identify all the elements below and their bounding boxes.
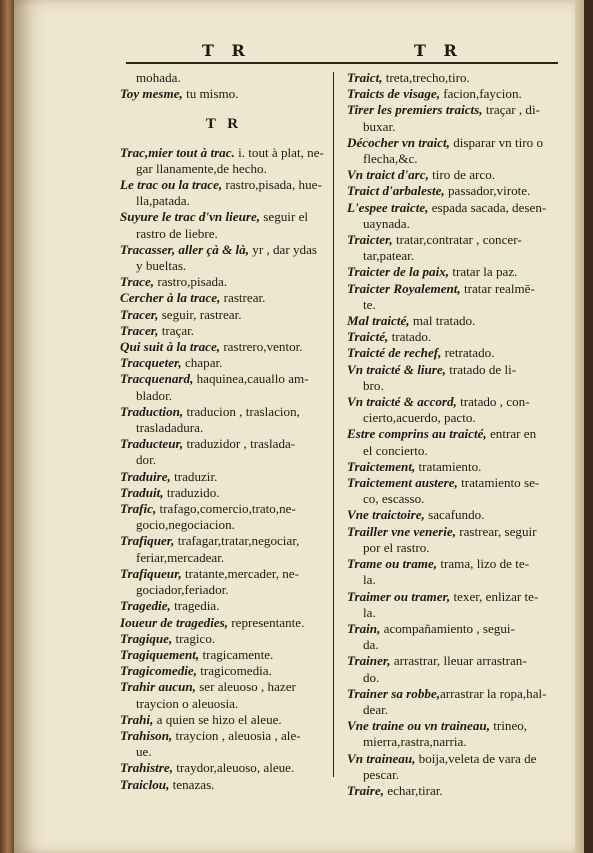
dictionary-entry <box>120 533 328 565</box>
entry-continuation: por el rastro. <box>363 539 430 555</box>
entry-first-line <box>347 718 552 734</box>
entry-headword: Traicté de rechef, <box>347 345 442 361</box>
entry-first-line <box>120 242 328 258</box>
entry-definition: chapar. <box>181 355 223 371</box>
entry-definition: tiro de arco. <box>428 167 496 183</box>
dictionary-entry <box>347 102 552 134</box>
dictionary-entry <box>347 653 552 685</box>
entry-first-line <box>120 274 328 290</box>
entry-first-line <box>120 777 328 793</box>
entry-first-line <box>120 598 328 614</box>
dictionary-entry <box>347 394 552 426</box>
dictionary-entry <box>120 290 328 306</box>
entry-first-line <box>120 86 328 102</box>
running-header-left: T R <box>202 41 251 60</box>
dictionary-entry <box>347 751 552 783</box>
entry-first-line <box>120 566 328 582</box>
entry-definition: tragedia. <box>170 598 220 614</box>
entry-definition: arrastrar la ropa,hal- <box>440 685 547 701</box>
entry-continuation: la. <box>363 572 376 588</box>
entry-definition: facion,faycion. <box>439 86 522 102</box>
entry-first-line <box>347 183 552 199</box>
entry-first-line <box>120 371 328 387</box>
entry-first-line <box>347 524 552 540</box>
entry-definition: traduzir. <box>170 468 218 484</box>
dictionary-entry <box>347 362 552 394</box>
entry-headword: Trafic, <box>120 501 157 517</box>
dictionary-entry <box>347 264 552 280</box>
dictionary-entry <box>347 135 552 167</box>
entry-first-line <box>347 313 552 329</box>
entry-continuation: blador. <box>136 387 173 403</box>
entry-headword: Suyure le trac d'vn lieure, <box>120 209 261 225</box>
entry-definition: haquinea,cauallo am- <box>193 371 309 387</box>
dictionary-entry <box>347 167 552 183</box>
entry-headword: Tracquenard, <box>120 371 194 387</box>
dictionary-entry <box>120 663 328 679</box>
entry-headword: Trace, <box>120 274 155 290</box>
dictionary-entry <box>120 404 328 436</box>
entry-continuation: feriar,mercadear. <box>136 549 225 565</box>
entry-definition: entrar en <box>486 426 537 442</box>
entry-headword: Décocher vn traict, <box>347 134 450 150</box>
entry-first-line <box>347 102 552 118</box>
dictionary-entry <box>347 507 552 523</box>
entry-headword: Qui suit à la trace, <box>120 339 221 355</box>
entry-first-line <box>120 631 328 647</box>
entry-first-line <box>120 404 328 420</box>
entry-definition: espada sacada, desen- <box>428 199 547 215</box>
entry-first-line <box>120 469 328 485</box>
entry-headword: Traducteur, <box>120 436 184 452</box>
entry-headword: Trainer, <box>347 653 391 669</box>
entry-continuation: buxar. <box>363 118 396 134</box>
entry-first-line <box>347 621 552 637</box>
entry-first-line <box>347 281 552 297</box>
entry-first-line <box>120 663 328 679</box>
entry-first-line <box>120 307 328 323</box>
entry-definition: tragicomedia. <box>196 663 272 679</box>
entry-first-line <box>347 556 552 572</box>
dictionary-entry <box>347 426 552 458</box>
entry-continuation: el concierto. <box>363 442 428 458</box>
entry-headword: Traduire, <box>120 468 171 484</box>
entry-definition: trafago,comercio,trato,ne- <box>156 501 296 517</box>
entry-definition: traycion , aleuosia , ale- <box>172 727 301 743</box>
entry-continuation: dor. <box>136 452 157 468</box>
entry-definition: traydor,aleuoso, aleue. <box>173 760 295 776</box>
entry-headword: Vn traineau, <box>347 750 416 766</box>
entry-first-line <box>347 653 552 669</box>
entry-headword: Trahison, <box>120 727 173 743</box>
dictionary-entry <box>120 242 328 274</box>
entry-first-line <box>347 329 552 345</box>
entry-definition: tenazas. <box>169 776 215 792</box>
entry-definition: passador,virote. <box>444 183 531 199</box>
dictionary-entry <box>347 475 552 507</box>
dictionary-entry <box>347 313 552 329</box>
entry-headword: Traicts de visage, <box>347 86 440 102</box>
entry-headword: Traict, <box>347 70 383 85</box>
entry-first-line <box>347 507 552 523</box>
dictionary-entry <box>120 712 328 728</box>
dictionary-entry <box>347 589 552 621</box>
entry-definition: tragicamente. <box>199 646 274 662</box>
dictionary-entry <box>347 524 552 556</box>
dictionary-entry <box>120 501 328 533</box>
entry-definition: tratar realmē- <box>460 280 535 296</box>
entry-first-line <box>347 345 552 361</box>
entry-first-line <box>120 209 328 225</box>
entry-headword: Vne traine ou vn traineau, <box>347 718 490 734</box>
entry-headword: Vn traicté & liure, <box>347 361 446 377</box>
entry-continuation: flecha,&c. <box>363 151 418 167</box>
entry-continuation: mierra,rastra,narria. <box>363 734 467 750</box>
entry-headword: Mal traicté, <box>347 313 410 329</box>
entry-first-line <box>347 751 552 767</box>
entry-headword: Traire, <box>347 782 384 798</box>
dictionary-entry <box>120 371 328 403</box>
entry-headword: Le trac ou la trace, <box>120 177 223 193</box>
entry-definition: a quien se hizo el aleue. <box>153 711 282 727</box>
entry-first-line <box>120 436 328 452</box>
entry-headword: Tracer, <box>120 306 159 322</box>
entry-first-line <box>120 70 328 86</box>
entry-continuation: pescar. <box>363 766 399 782</box>
entry-first-line <box>120 533 328 549</box>
entry-continuation: gar llanamente,de hecho. <box>136 160 267 176</box>
entry-headword: Trame ou trame, <box>347 556 438 572</box>
dictionary-entry <box>120 598 328 614</box>
entry-headword: Trafiqueur, <box>120 565 182 581</box>
entry-definition: texer, enlizar te- <box>450 588 539 604</box>
entry-definition: trama, lizo de te- <box>437 556 530 572</box>
entry-definition: mohada. <box>136 70 181 85</box>
entry-headword: Traicter Royalement, <box>347 280 461 296</box>
entry-headword: Traduction, <box>120 403 184 419</box>
entry-first-line <box>347 362 552 378</box>
entry-headword: Train, <box>347 620 381 636</box>
entry-headword: Tragicomedie, <box>120 663 197 679</box>
header-rule <box>126 62 558 64</box>
entry-first-line <box>120 615 328 631</box>
dictionary-entry <box>347 459 552 475</box>
entry-continuation: co, escasso. <box>363 491 425 507</box>
entry-definition: tratamiento se- <box>457 475 540 491</box>
entry-headword: Trailler vne venerie, <box>347 523 456 539</box>
right-column <box>347 70 552 799</box>
entry-first-line <box>120 647 328 663</box>
entry-headword: Traicter de la paix, <box>347 264 450 280</box>
entry-definition: traduzido. <box>163 484 220 500</box>
entry-definition: treta,trecho,tiro. <box>382 70 470 85</box>
dictionary-entry <box>120 355 328 371</box>
dictionary-entry <box>347 70 552 86</box>
entry-headword: Tracqueter, <box>120 355 182 371</box>
entry-first-line <box>120 728 328 744</box>
entry-continuation: rastro de liebre. <box>136 225 218 241</box>
dictionary-entry <box>120 70 328 86</box>
entry-headword: Trahi, <box>120 711 154 727</box>
entry-first-line <box>347 167 552 183</box>
entry-headword: Ioueur de tragedies, <box>120 614 229 630</box>
entry-headword: Tragiquement, <box>120 646 200 662</box>
entry-headword: Traimer ou tramer, <box>347 588 451 604</box>
entry-continuation: bro. <box>363 377 384 393</box>
entry-continuation: te. <box>363 296 376 312</box>
entry-headword: Vn traicté & accord, <box>347 394 457 410</box>
entry-continuation: da. <box>363 637 379 653</box>
entry-definition: retratado. <box>441 345 495 361</box>
dictionary-entry <box>120 679 328 711</box>
entry-definition: tratado. <box>388 329 432 345</box>
entry-definition: tratado , con- <box>456 394 530 410</box>
entry-definition: rastro,pisada. <box>154 274 228 290</box>
entry-definition: i. tout à plat, ne- <box>234 144 324 160</box>
entry-first-line <box>347 589 552 605</box>
entry-continuation: gociador,feriador. <box>136 582 229 598</box>
column-divider <box>333 72 334 777</box>
entry-continuation: lla,patada. <box>136 193 190 209</box>
entry-first-line <box>347 232 552 248</box>
entry-headword: Trainer sa robbe, <box>347 685 440 701</box>
dictionary-entry <box>120 274 328 290</box>
dictionary-entry <box>120 469 328 485</box>
dictionary-entry <box>347 232 552 264</box>
entry-headword: Vne traictoire, <box>347 507 425 523</box>
entry-definition: tratar la paz. <box>449 264 518 280</box>
entry-definition: boija,veleta de vara de <box>415 750 537 766</box>
entry-headword: Traicté, <box>347 329 389 345</box>
dictionary-entry <box>120 631 328 647</box>
dictionary-entry <box>347 686 552 718</box>
entry-definition: rastrero,ventor. <box>220 339 303 355</box>
entry-definition: rastrear. <box>220 290 266 306</box>
entry-definition: representante. <box>228 614 305 630</box>
entry-definition: tratante,mercader, ne- <box>181 565 299 581</box>
entry-definition: disparar vn tiro o <box>449 134 544 150</box>
entry-headword: Traictement austere, <box>347 475 458 491</box>
entry-definition: arrastrar, lleuar arrastran- <box>390 653 527 669</box>
entry-first-line <box>120 712 328 728</box>
entry-definition: yr , dar ydas <box>249 241 317 257</box>
dictionary-entry <box>120 566 328 598</box>
entry-continuation: gocio,negociacion. <box>136 517 235 533</box>
entry-first-line <box>120 177 328 193</box>
entry-headword: Tragedie, <box>120 598 171 614</box>
entry-first-line <box>120 679 328 695</box>
entry-definition: tu mismo. <box>182 86 239 102</box>
entry-definition: seguir el <box>260 209 309 225</box>
entry-definition: tratar,contratar , concer- <box>392 232 522 248</box>
entry-definition: trafagar,tratar,negociar, <box>174 533 300 549</box>
dictionary-entry <box>120 177 328 209</box>
entry-definition: echar,tirar. <box>383 782 443 798</box>
book-page <box>14 0 584 853</box>
entry-headword: Traiclou, <box>120 776 170 792</box>
entry-continuation: uaynada. <box>363 215 410 231</box>
page-edge <box>575 0 584 853</box>
entry-definition: acompañamiento , segui- <box>380 620 515 636</box>
dictionary-entry <box>347 718 552 750</box>
entry-first-line <box>120 355 328 371</box>
entry-continuation: cierto,acuerdo, pacto. <box>363 410 476 426</box>
entry-definition: tratamiento. <box>415 458 482 474</box>
entry-first-line <box>347 426 552 442</box>
entry-definition: traçar. <box>158 322 195 338</box>
entry-first-line <box>120 485 328 501</box>
entry-definition: traduzidor , traslada- <box>183 436 296 452</box>
dictionary-entry <box>347 200 552 232</box>
entry-headword: Tracer, <box>120 322 159 338</box>
section-letter-heading: T R <box>205 116 243 133</box>
entry-first-line <box>120 323 328 339</box>
entry-first-line <box>347 86 552 102</box>
entry-first-line <box>120 501 328 517</box>
entry-headword: Estre comprins au traicté, <box>347 426 487 442</box>
entry-continuation: trasladadura. <box>136 420 204 436</box>
entry-continuation: ue. <box>136 744 152 760</box>
entry-first-line <box>120 290 328 306</box>
dictionary-entry <box>347 621 552 653</box>
entry-definition: ser aleuoso , hazer <box>195 679 296 695</box>
dictionary-entry <box>347 345 552 361</box>
dictionary-entry <box>120 728 328 760</box>
entry-first-line <box>347 70 552 86</box>
entry-definition: traçar , di- <box>482 102 540 118</box>
dictionary-entry <box>120 86 328 102</box>
entry-headword: Trahistre, <box>120 760 173 776</box>
entry-headword: Traict d'arbaleste, <box>347 183 445 199</box>
entry-definition: sacafundo. <box>424 507 485 523</box>
entry-first-line <box>347 200 552 216</box>
entry-headword: Cercher à la trace, <box>120 290 221 306</box>
entry-first-line <box>347 459 552 475</box>
dictionary-entry <box>347 86 552 102</box>
entry-headword: Toy mesme, <box>120 86 183 102</box>
entry-headword: Trahir aucun, <box>120 679 196 695</box>
entry-continuation: la. <box>363 604 376 620</box>
entry-headword: Traduit, <box>120 484 164 500</box>
entry-headword: Trafiquer, <box>120 533 175 549</box>
entry-first-line <box>347 686 552 702</box>
dictionary-entry <box>120 777 328 793</box>
entry-first-line <box>347 475 552 491</box>
entry-headword: L'espee traicte, <box>347 199 429 215</box>
entry-continuation: y bueltas. <box>136 258 187 274</box>
entry-definition: rastro,pisada, hue- <box>222 177 322 193</box>
entry-headword: Traictement, <box>347 458 416 474</box>
dictionary-entry <box>120 436 328 468</box>
entry-first-line <box>120 145 328 161</box>
dictionary-entry <box>347 556 552 588</box>
entry-headword: Trac,mier tout à trac. <box>120 144 235 160</box>
dictionary-entry <box>120 323 328 339</box>
dictionary-entry <box>120 339 328 355</box>
entry-definition: seguir, rastrear. <box>158 306 242 322</box>
left-column <box>120 70 328 793</box>
entry-definition: trineo, <box>489 718 528 734</box>
entry-headword: Tracasser, aller çà & là, <box>120 241 249 257</box>
entry-continuation: dear. <box>363 701 389 717</box>
book-spine <box>0 0 14 853</box>
running-header-right: T R <box>414 41 463 60</box>
entry-continuation: do. <box>363 669 380 685</box>
dictionary-entry <box>347 281 552 313</box>
dictionary-entry <box>347 183 552 199</box>
entry-headword: Tragique, <box>120 630 173 646</box>
dictionary-entry <box>347 329 552 345</box>
entry-first-line <box>120 760 328 776</box>
entry-definition: rastrear, seguir <box>455 523 537 539</box>
dictionary-entry <box>120 307 328 323</box>
entry-headword: Vn traict d'arc, <box>347 167 429 183</box>
entry-first-line <box>347 394 552 410</box>
dictionary-entry <box>120 485 328 501</box>
entry-continuation: tar,patear. <box>363 248 415 264</box>
entry-definition: traducion , traslacion, <box>183 403 300 419</box>
dictionary-entry <box>120 647 328 663</box>
entry-headword: Traicter, <box>347 232 393 248</box>
entry-continuation: traycion o aleuosia. <box>136 695 239 711</box>
dictionary-entry <box>347 783 552 799</box>
entry-definition: tratado de li- <box>445 361 517 377</box>
entry-headword: Tirer les premiers traicts, <box>347 102 483 118</box>
entry-first-line <box>347 783 552 799</box>
dictionary-entry <box>120 145 328 177</box>
entry-first-line <box>120 339 328 355</box>
entry-definition: mal tratado. <box>409 313 476 329</box>
entry-definition: tragico. <box>172 630 216 646</box>
entry-first-line <box>347 264 552 280</box>
dictionary-entry <box>120 760 328 776</box>
dictionary-entry <box>120 209 328 241</box>
entry-first-line <box>347 135 552 151</box>
dictionary-entry <box>120 615 328 631</box>
